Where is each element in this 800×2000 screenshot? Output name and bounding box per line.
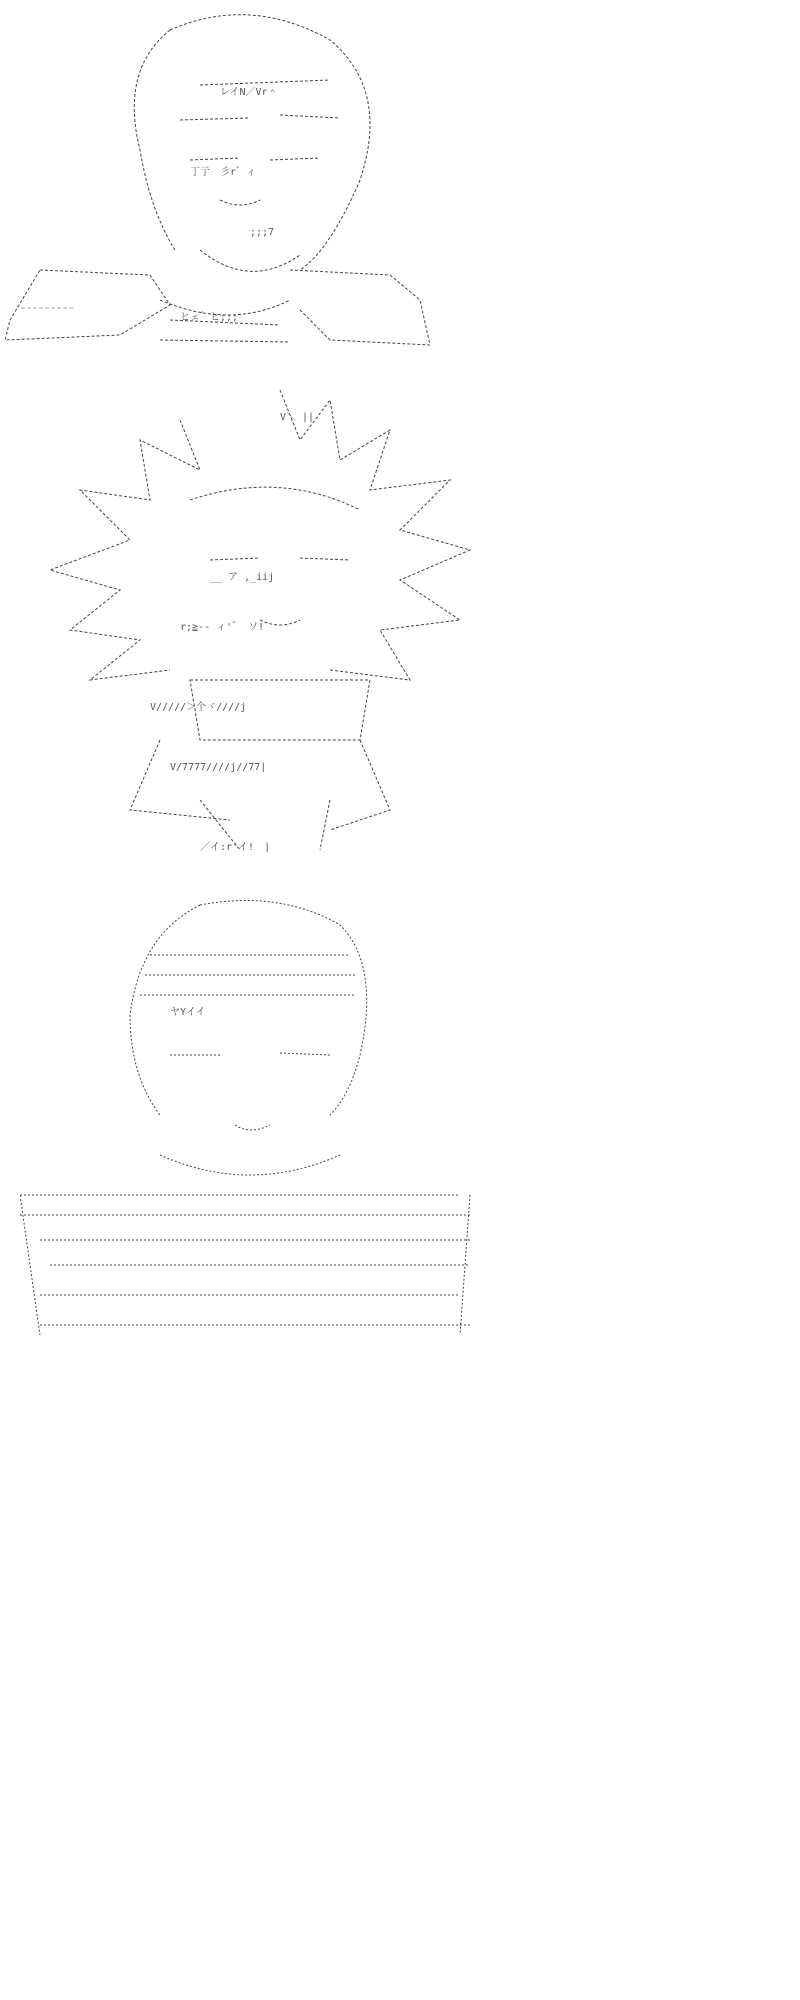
panel-2 <box>0 380 800 880</box>
dialogue-spacer <box>456 480 522 500</box>
svg-text:V＼ ||: V＼ || <box>280 412 315 423</box>
dialogue-block-1 <box>462 128 476 148</box>
ascii-art-character-with-headband <box>0 0 430 360</box>
svg-text:r;≧-- ィ'゛ ソ!: r;≧-- ィ'゛ ソ! <box>180 622 265 633</box>
svg-text:ヒェ゛ヒ;;;: ヒェ゛ヒ;;; <box>180 312 239 323</box>
svg-text:V/7777////j//77|: V/7777////j//77| <box>170 762 267 773</box>
ascii-art-spiky-haired-character <box>30 380 490 860</box>
svg-text:レイN／Vr＾: レイN／Vr＾ <box>220 87 278 98</box>
dialogue-block-2 <box>456 480 522 520</box>
svg-text:¨¨¨¨¨¨¨¨¨: ¨¨¨¨¨¨¨¨¨ <box>20 307 75 318</box>
svg-text:丁亍 彡r゛ィ: 丁亍 彡r゛ィ <box>190 167 257 178</box>
panel-3 <box>0 895 800 1355</box>
svg-text:ヤYイイ: ヤYイイ <box>170 1007 206 1018</box>
svg-text:__ ア ,_iij: __ ア ,_iij <box>210 572 275 583</box>
dialogue-spacer <box>456 500 522 520</box>
svg-text:V/////＞个ヾ////j: V/////＞个ヾ////j <box>150 702 247 713</box>
ascii-art-armored-character <box>20 895 480 1355</box>
svg-text:／イ:r'イ! |: ／イ:r'イ! | <box>200 842 271 853</box>
panel-1 <box>0 0 800 370</box>
svg-text:;;;7: ;;;7 <box>250 227 275 238</box>
dialogue-spacer <box>462 128 476 148</box>
